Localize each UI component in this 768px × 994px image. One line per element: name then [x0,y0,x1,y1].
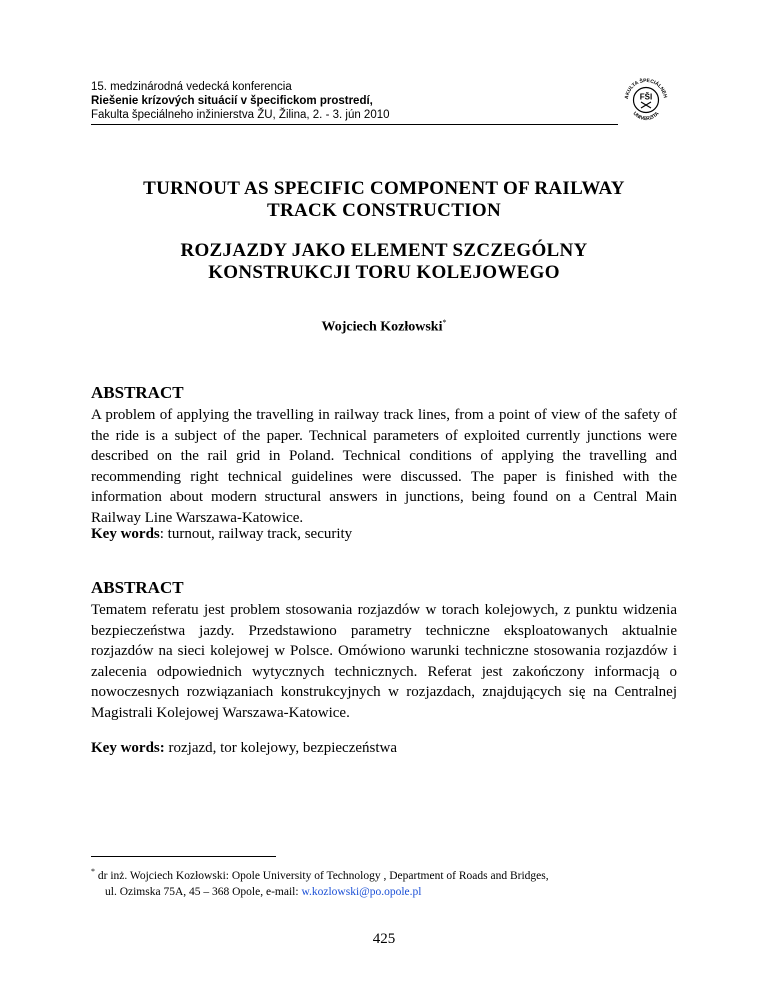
title-english [91,178,677,222]
title-polish-line2: KONSTRUKCJI TORU KOLEJOWEGO [208,262,560,283]
abstract-english-text: A problem of applying the travelling in railway track lines, from a point of view of the safety of the ride is a subject of the paper. Technical parameters of exploited currently junctions were described on the rail grid in Poland. Technical conditions of applying the travelling and recommending right technical guidelines were discussed. The paper is finished with the information about modern structural answers in junctions, being found on a Central Main Railway Line Warszawa-Katowice. [91,407,677,526]
logo-ring-bottom-text: UNIVERZITA [631,110,661,123]
footnote-line1 [91,864,677,884]
title-polish-line1: ROZJAZDY JAKO ELEMENT SZCZEGÓLNY [180,240,588,261]
author-line [91,318,677,336]
conference-venue: Fakulta špeciálneho inžinierstva ŽU, Žilina, 2. - 3. jún 2010 [91,109,390,121]
keywords-english-label: Key words [91,526,160,542]
footnote-line2 [91,884,677,900]
faculty-logo-icon [620,74,672,126]
logo-center-text: FŠI [639,92,653,102]
conference-title: Riešenie krízových situácií v špecifickom prostredí, [91,95,373,107]
logo-ring-top-text: AKULTA ŠPECIÁLNEH [623,77,668,100]
footnote-affiliation: dr inż. Wojciech Kozłowski: Opole University of Technology , Department of Roads and Bridges, [95,869,549,882]
keywords-polish-label: Key words: [91,740,165,756]
title-polish [91,240,677,284]
crossed-tools-icon [641,102,651,108]
footnote-mark: * [91,867,95,876]
keywords-polish [91,740,397,757]
abstract-polish-heading: ABSTRACT [91,578,184,597]
title-english-line1: TURNOUT AS SPECIFIC COMPONENT OF RAILWAY [143,178,625,199]
footnote-divider [91,856,276,857]
title-english-line2: TRACK CONSTRUCTION [267,200,501,221]
keywords-english-list: : turnout, railway track, security [159,526,353,542]
header-divider [91,124,618,125]
abstract-polish-text: Tematem referatu jest problem stosowania rozjazdów w torach kolejowych, z punktu widzenia bezpieczeństwa jazdy. Przedstawiono parametry techniczne eksploatowanych aktualnie rozjazdów na sieci kolejowej w Polsce. Omówiono warunki techniczne stosowania rozjazdów i zalecenia odpowiednich wytycznych technicznych. Referat jest zakończony informacją o nowoczesnych rozwiązaniach konstrukcyjnych w rozjazdach, znajdujących się na Centralnej Magistrali Kolejowej Warszawa-Katowice. [91,602,677,721]
footnote [91,864,677,900]
conference-header [91,80,571,122]
keywords-polish-list: rozjazd, tor kolejowy, bezpieczeństwa [164,740,398,756]
author-name: Wojciech Kozłowski [321,319,443,335]
author-footnote-mark: * [442,318,447,327]
email-link[interactable]: w.kozlowski@po.opole.pl [301,885,422,898]
conference-name: 15. medzinárodná vedecká konferencia [91,81,292,93]
page-number: 425 [372,931,396,947]
keywords-english [91,526,352,543]
footnote-address: ul. Ozimska 75A, 45 – 368 Opole, e-mail: [105,885,302,898]
abstract-english-heading: ABSTRACT [91,383,184,402]
